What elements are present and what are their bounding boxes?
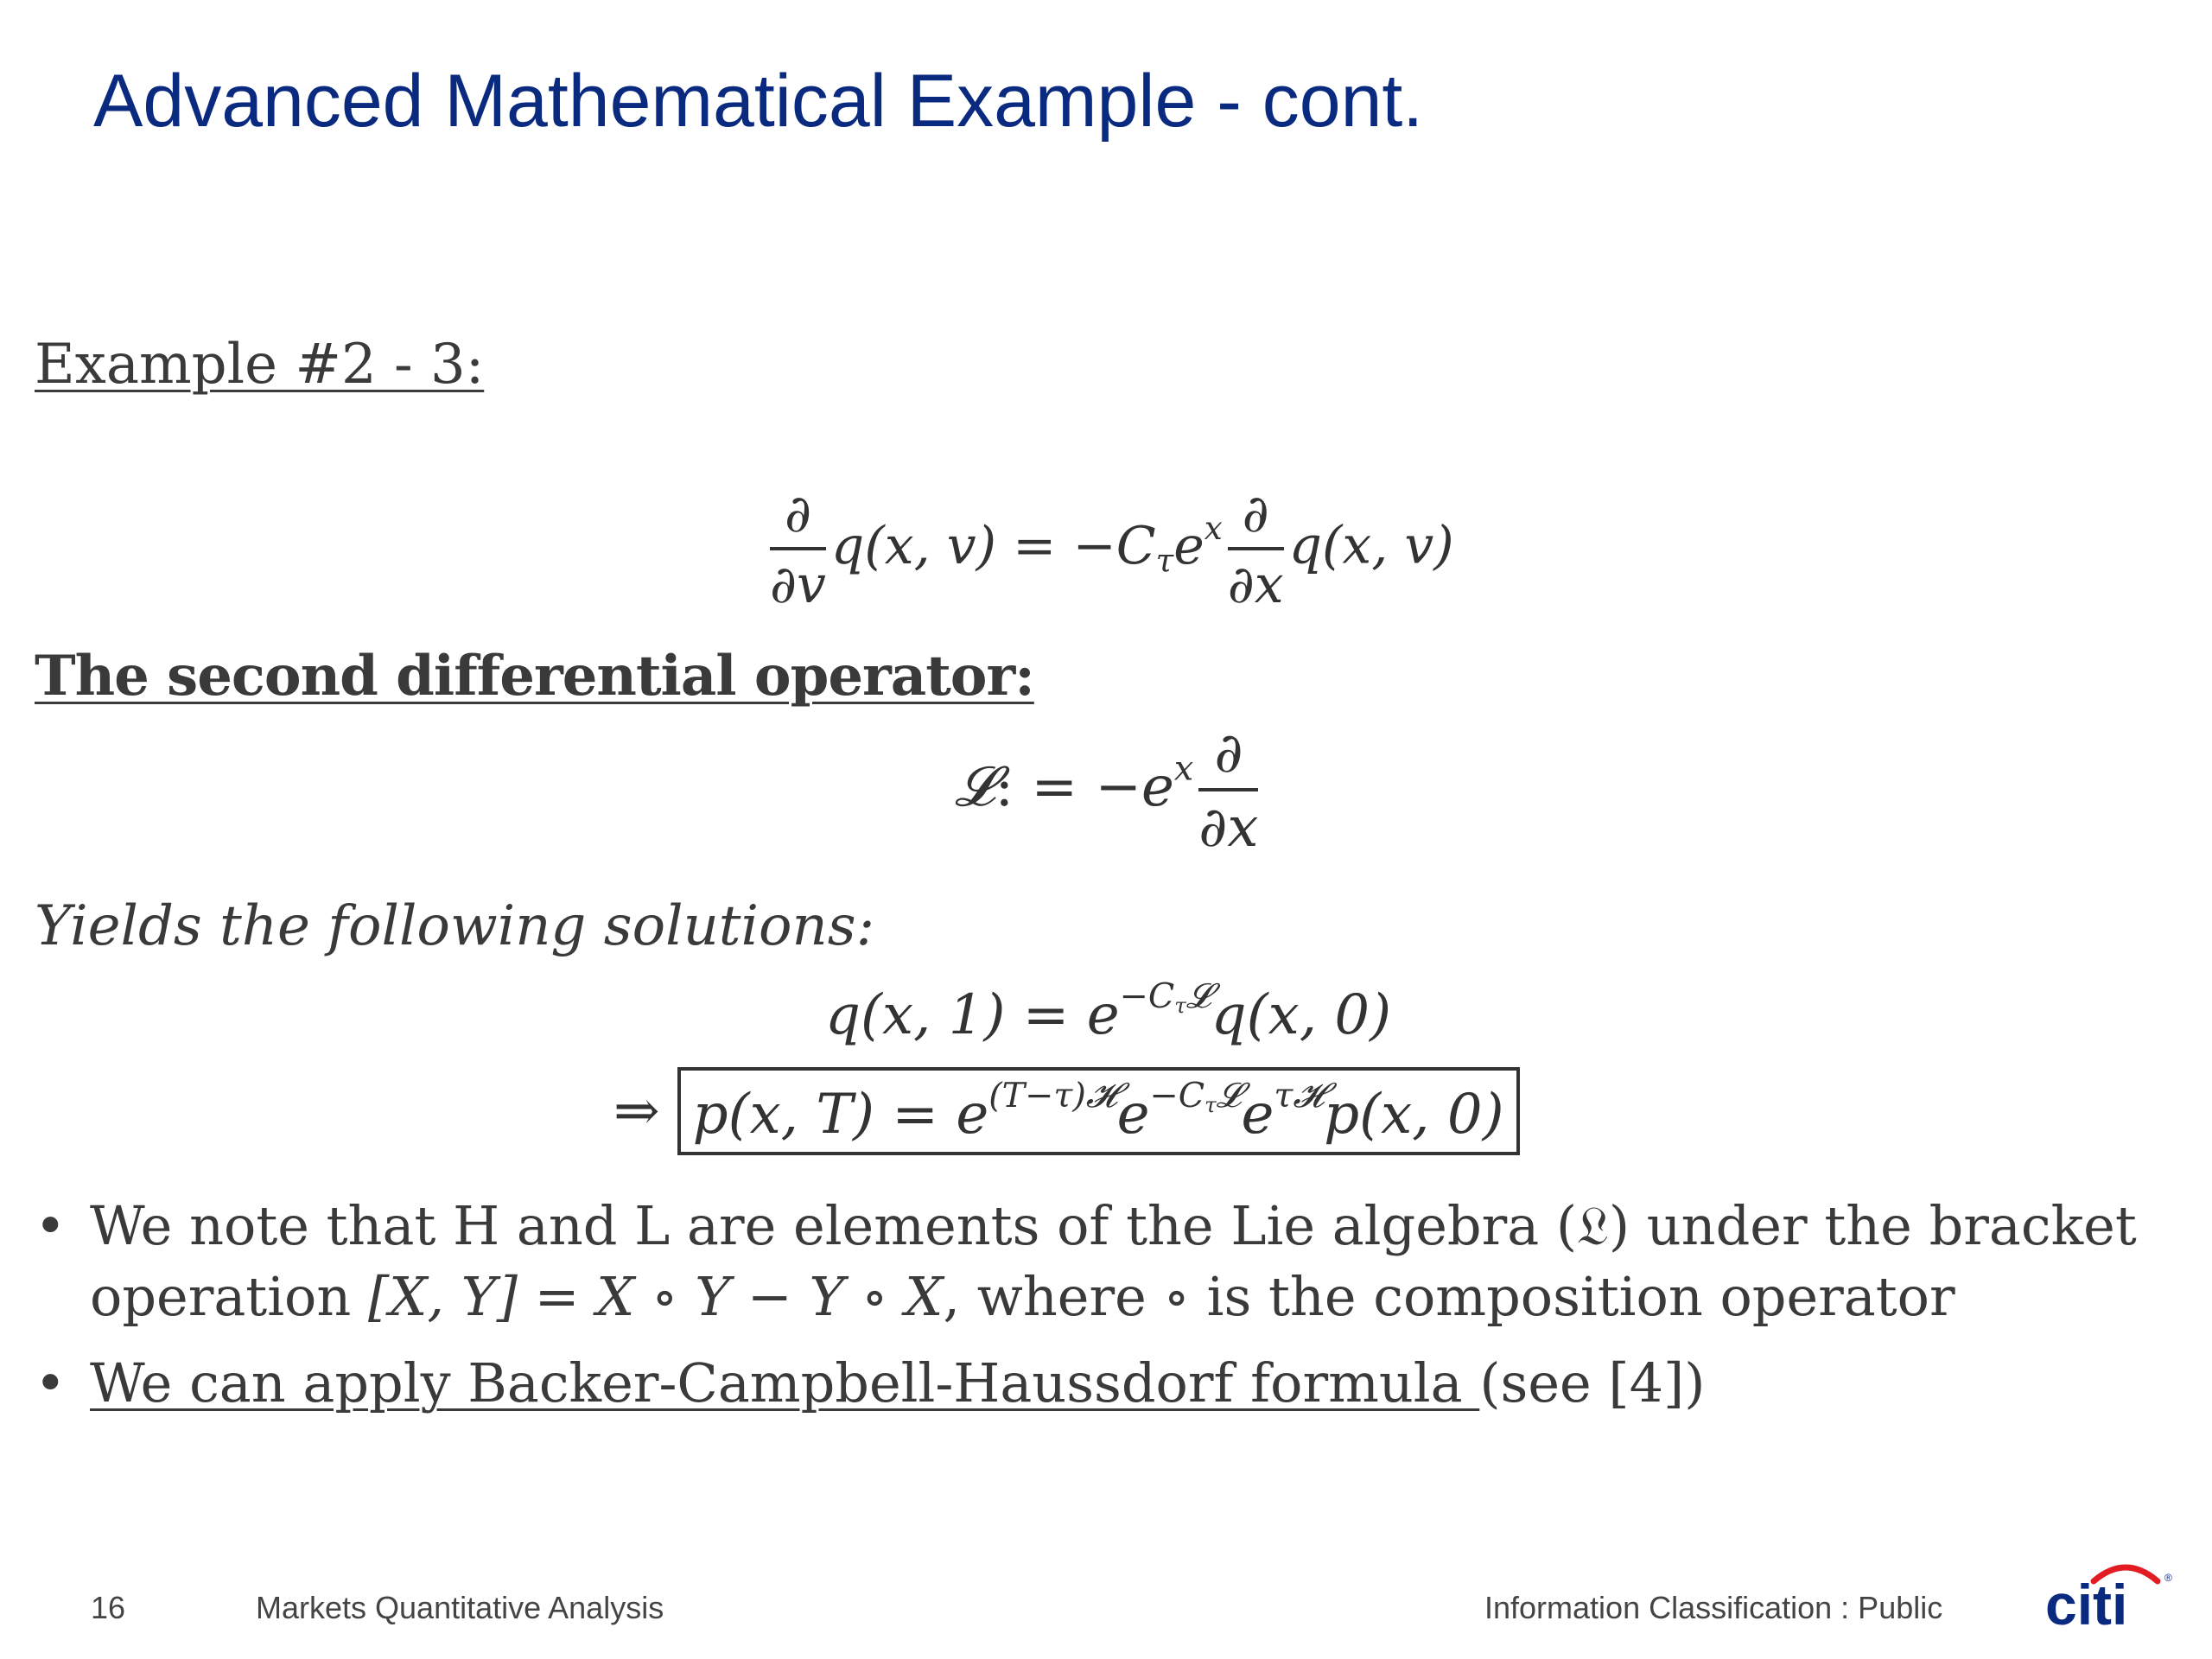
operator-heading: The second differential operator: — [35, 644, 1034, 709]
bracket-operation-math: [X, Y] = X ∘ Y − Y ∘ X — [368, 1265, 944, 1328]
page-number: 16 — [91, 1590, 126, 1625]
operator-equation: 𝓛: = $-e^x$ $\frac{\partial}{\partial x}$ — [955, 721, 1259, 860]
implies-arrow: ⇒ — [613, 1078, 660, 1143]
citi-logo-icon — [2044, 1555, 2173, 1633]
boxed-result: p(x, $T) = e^{(T-\tau)𝓗}e^{-C_\tau 𝓛}e^{\tau 𝓗}p(x$, 0) — [677, 1067, 1520, 1155]
solution-q-equation: q(x, $1) = e^{-C_\tau 𝓛}q(x$, 0) — [825, 976, 1392, 1047]
logo-text: citi — [2045, 1573, 2128, 1633]
solution-p-equation — [613, 1067, 1520, 1155]
bch-formula-link[interactable]: We can apply Backer-Campbell-Haussdorf formula — [90, 1351, 1480, 1414]
bullet-dot-icon: • — [35, 1351, 67, 1414]
bullet-list — [35, 1191, 2177, 1419]
bullet-1-line-2-prefix: operation — [90, 1265, 369, 1328]
bullet-2-reference: (see [4]) — [1479, 1351, 1706, 1414]
bullet-bch-formula — [35, 1348, 2177, 1419]
bullet-1-line-1: We note that H and L are elements of the Lie algebra (𝔏) under the bracket — [90, 1194, 2137, 1257]
footer-department: Markets Quantitative Analysis — [256, 1590, 664, 1625]
bullet-dot-icon: • — [35, 1194, 67, 1257]
footer-classification: Information Classification : Public — [1484, 1590, 1943, 1625]
example-heading: Example #2 - 3: — [35, 333, 485, 397]
pde-equation: $\frac{\partial}{\partial v}$ q(x, $v) = -C_\tau e^x$ $\frac{\partial}{\partial x}$ q(x, v) — [770, 484, 1454, 615]
yields-heading: Yields the following solutions: — [35, 894, 875, 958]
bullet-lie-algebra — [35, 1191, 2177, 1332]
bullet-1-line-2-suffix: , where ∘ is the composition operator — [943, 1265, 1955, 1328]
slide-title: Advanced Mathematical Example - cont. — [93, 60, 1424, 143]
registered-mark-icon: ® — [2164, 1572, 2172, 1584]
